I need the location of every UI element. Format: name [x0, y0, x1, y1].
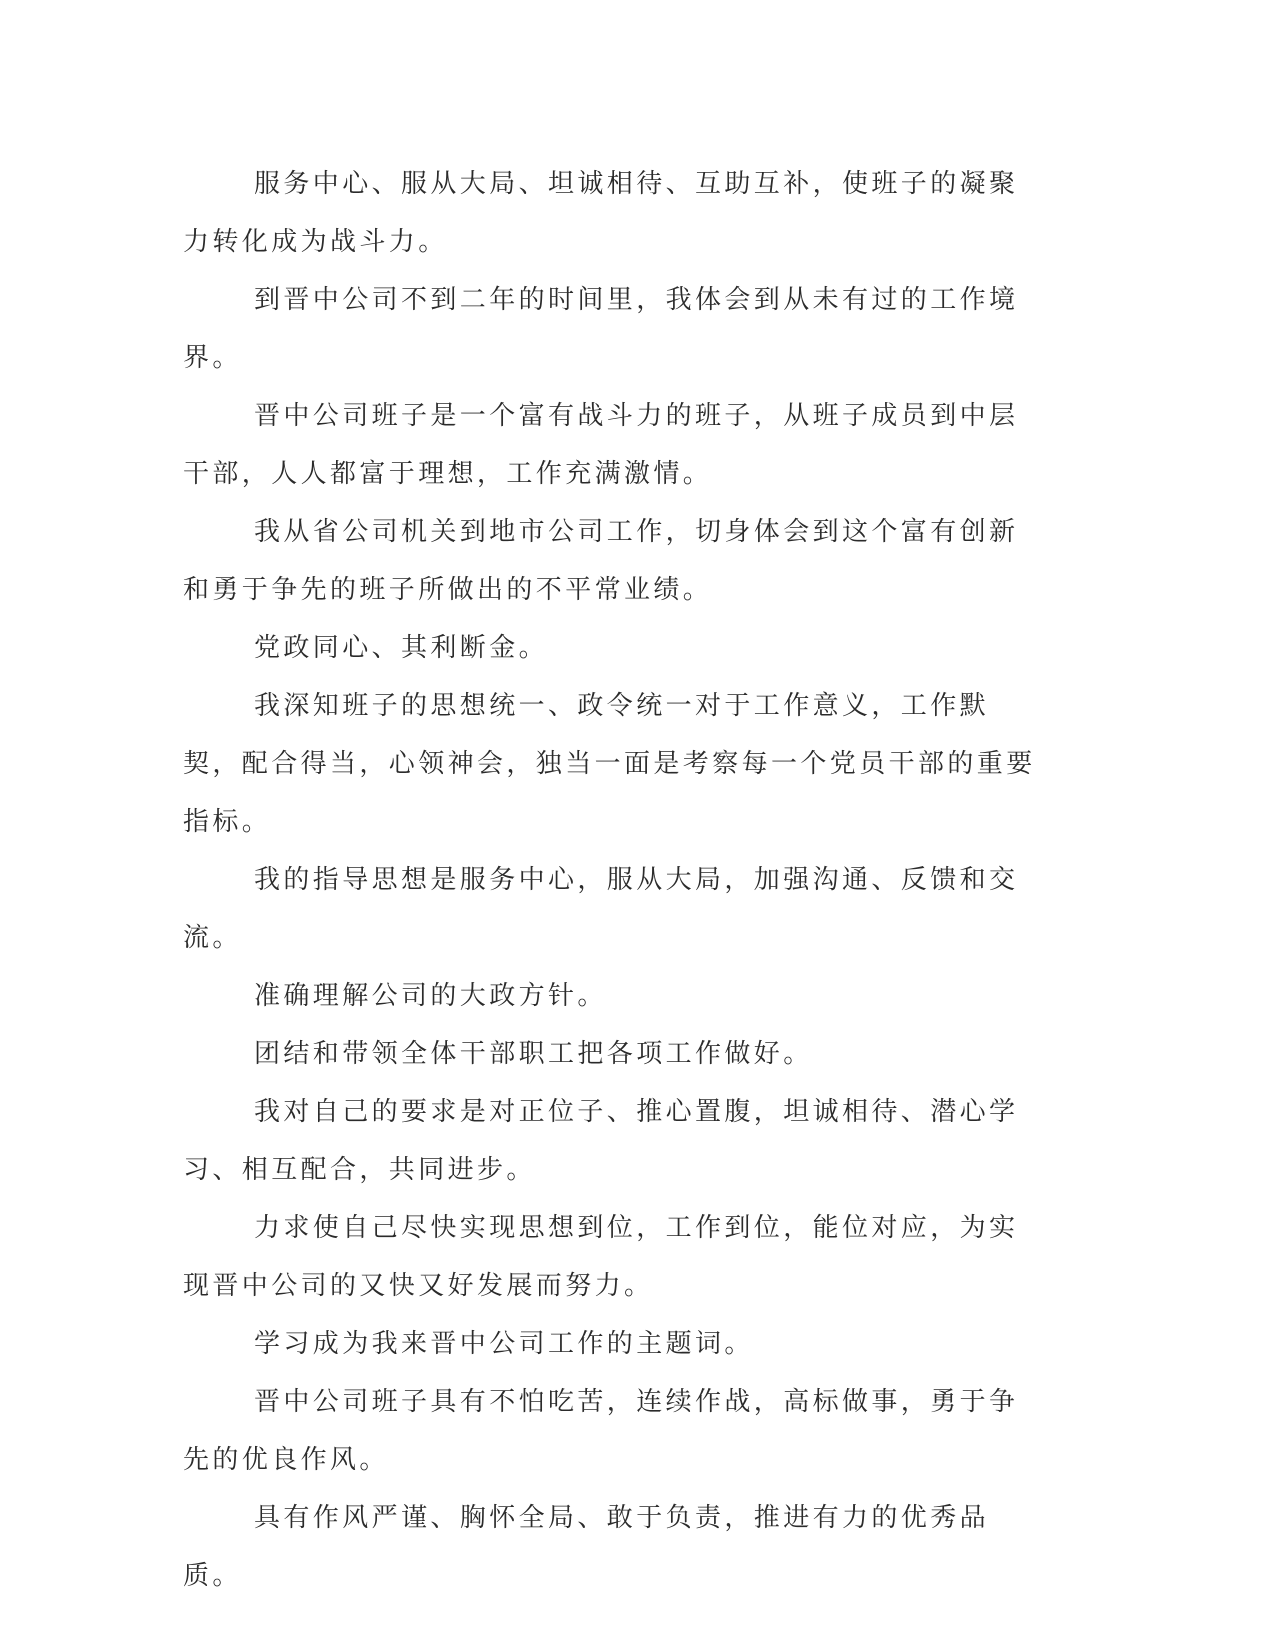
paragraph: 我的指导思想是服务中心，服从大局，加强沟通、反馈和交流。 — [183, 865, 1019, 953]
paragraph: 学习成为我来晋中公司工作的主题词。 — [254, 1329, 754, 1359]
paragraph: 我对自己的要求是对正位子、推心置腹，坦诚相待、潜心学习、相互配合，共同进步。 — [183, 1097, 1019, 1185]
paragraph: 晋中公司班子是一个富有战斗力的班子，从班子成员到中层干部，人人都富于理想，工作充满激情。 — [183, 401, 1019, 489]
paragraph: 力求使自己尽快实现思想到位，工作到位，能位对应，为实现晋中公司的又快又好发展而努力。 — [183, 1213, 1019, 1301]
paragraph: 我深知班子的思想统一、政令统一对于工作意义，工作默契，配合得当，心领神会，独当一面是考察每一个党员干部的重要指标。 — [183, 691, 1036, 837]
paragraph: 准确理解公司的大政方针。 — [254, 981, 607, 1011]
paragraph: 到晋中公司不到二年的时间里，我体会到从未有过的工作境界。 — [183, 285, 1019, 373]
paragraph: 我从省公司机关到地市公司工作，切身体会到这个富有创新和勇于争先的班子所做出的不平常业绩。 — [183, 517, 1019, 605]
paragraph: 具有作风严谨、胸怀全局、敢于负责，推进有力的优秀品质。 — [183, 1503, 990, 1591]
paragraph: 党政同心、其利断金。 — [254, 633, 549, 663]
document-body — [183, 155, 1043, 1605]
paragraph: 服务中心、服从大局、坦诚相待、互助互补，使班子的凝聚力转化成为战斗力。 — [183, 169, 1019, 257]
paragraph: 团结和带领全体干部职工把各项工作做好。 — [254, 1039, 813, 1069]
paragraph: 晋中公司班子具有不怕吃苦，连续作战，高标做事，勇于争先的优良作风。 — [183, 1387, 1019, 1475]
